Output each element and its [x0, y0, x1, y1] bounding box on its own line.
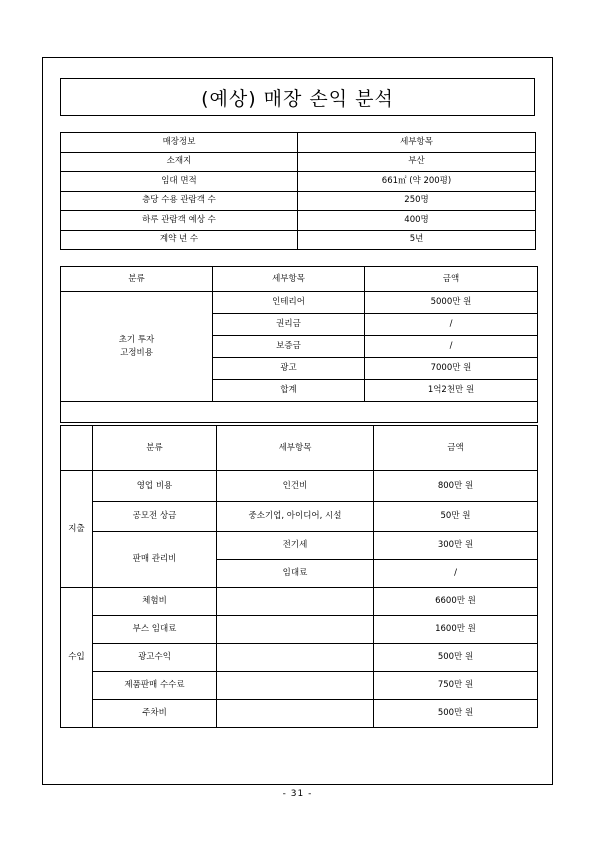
- table-row: [61, 230, 536, 250]
- table-row: [61, 292, 538, 314]
- table-row: [61, 502, 538, 532]
- table-row: [61, 402, 538, 423]
- investment-amount: 1억2천만 원: [365, 380, 538, 402]
- table-row: [61, 644, 538, 672]
- info-value: 400명: [298, 211, 536, 231]
- header-cell: 세부항목: [217, 426, 374, 471]
- expense-amount: 50만 원: [374, 502, 538, 532]
- income-category: 광고수익: [93, 644, 217, 672]
- info-value: 661㎡ (약 200평): [298, 172, 536, 192]
- expense-category: 영업 비용: [93, 471, 217, 502]
- income-category: 체험비: [93, 588, 217, 616]
- expense-detail: 인건비: [217, 471, 374, 502]
- table-row: [61, 152, 536, 172]
- table-row: [61, 532, 538, 560]
- income-amount: 500만 원: [374, 700, 538, 728]
- table-header-row: [61, 133, 536, 153]
- header-cell: 금액: [365, 267, 538, 292]
- expense-category: 공모전 상금: [93, 502, 217, 532]
- info-value: 250명: [298, 191, 536, 211]
- header-cell: 금액: [374, 426, 538, 471]
- investment-category: 초기 투자 고정비용: [61, 292, 213, 402]
- investment-amount: /: [365, 314, 538, 336]
- info-value: 5년: [298, 230, 536, 250]
- table-header-row: [61, 267, 538, 292]
- expense-label: 지출: [61, 471, 93, 588]
- blank-row: [61, 402, 538, 423]
- table-header-row: [61, 426, 538, 471]
- income-detail: [217, 644, 374, 672]
- info-label: 소재지: [61, 152, 298, 172]
- income-amount: 6600만 원: [374, 588, 538, 616]
- header-cell: 분류: [93, 426, 217, 471]
- header-cell: 매장정보: [61, 133, 298, 153]
- income-label: 수입: [61, 588, 93, 728]
- income-category: 제품판매 수수료: [93, 672, 217, 700]
- investment-amount: 5000만 원: [365, 292, 538, 314]
- page-number: - 31 -: [282, 789, 313, 799]
- income-category: 부스 임대료: [93, 616, 217, 644]
- income-category: 주차비: [93, 700, 217, 728]
- expense-detail: 중소기업, 아이디어, 시설: [217, 502, 374, 532]
- investment-table: [60, 266, 538, 423]
- expense-detail: 임대료: [217, 560, 374, 588]
- profit-loss-table: [60, 425, 538, 728]
- income-detail: [217, 588, 374, 616]
- table-row: [61, 191, 536, 211]
- income-amount: 750만 원: [374, 672, 538, 700]
- info-label: 층당 수용 관람객 수: [61, 191, 298, 211]
- investment-item: 보증금: [213, 336, 365, 358]
- income-detail: [217, 616, 374, 644]
- table-row: [61, 672, 538, 700]
- store-info-table: [60, 132, 536, 250]
- info-value: 부산: [298, 152, 536, 172]
- info-label: 임대 면적: [61, 172, 298, 192]
- table-row: [61, 616, 538, 644]
- page-title: (예상) 매장 손익 분석: [60, 78, 535, 116]
- investment-item: 합계: [213, 380, 365, 402]
- expense-amount: 800만 원: [374, 471, 538, 502]
- income-amount: 1600만 원: [374, 616, 538, 644]
- table-row: [61, 700, 538, 728]
- expense-detail: 전기세: [217, 532, 374, 560]
- header-cell: 세부항목: [298, 133, 536, 153]
- header-cell-blank: [61, 426, 93, 471]
- investment-item: 권리금: [213, 314, 365, 336]
- info-label: 계약 년 수: [61, 230, 298, 250]
- income-amount: 500만 원: [374, 644, 538, 672]
- header-cell: 세부항목: [213, 267, 365, 292]
- table-row: [61, 172, 536, 192]
- investment-amount: /: [365, 336, 538, 358]
- header-cell: 분류: [61, 267, 213, 292]
- investment-item: 인테리어: [213, 292, 365, 314]
- table-row: [61, 211, 536, 231]
- expense-amount: 300만 원: [374, 532, 538, 560]
- info-label: 하루 관람객 예상 수: [61, 211, 298, 231]
- investment-amount: 7000만 원: [365, 358, 538, 380]
- expense-amount: /: [374, 560, 538, 588]
- income-detail: [217, 700, 374, 728]
- income-detail: [217, 672, 374, 700]
- investment-item: 광고: [213, 358, 365, 380]
- table-row: [61, 588, 538, 616]
- expense-category: 판매 관리비: [93, 532, 217, 588]
- table-row: [61, 471, 538, 502]
